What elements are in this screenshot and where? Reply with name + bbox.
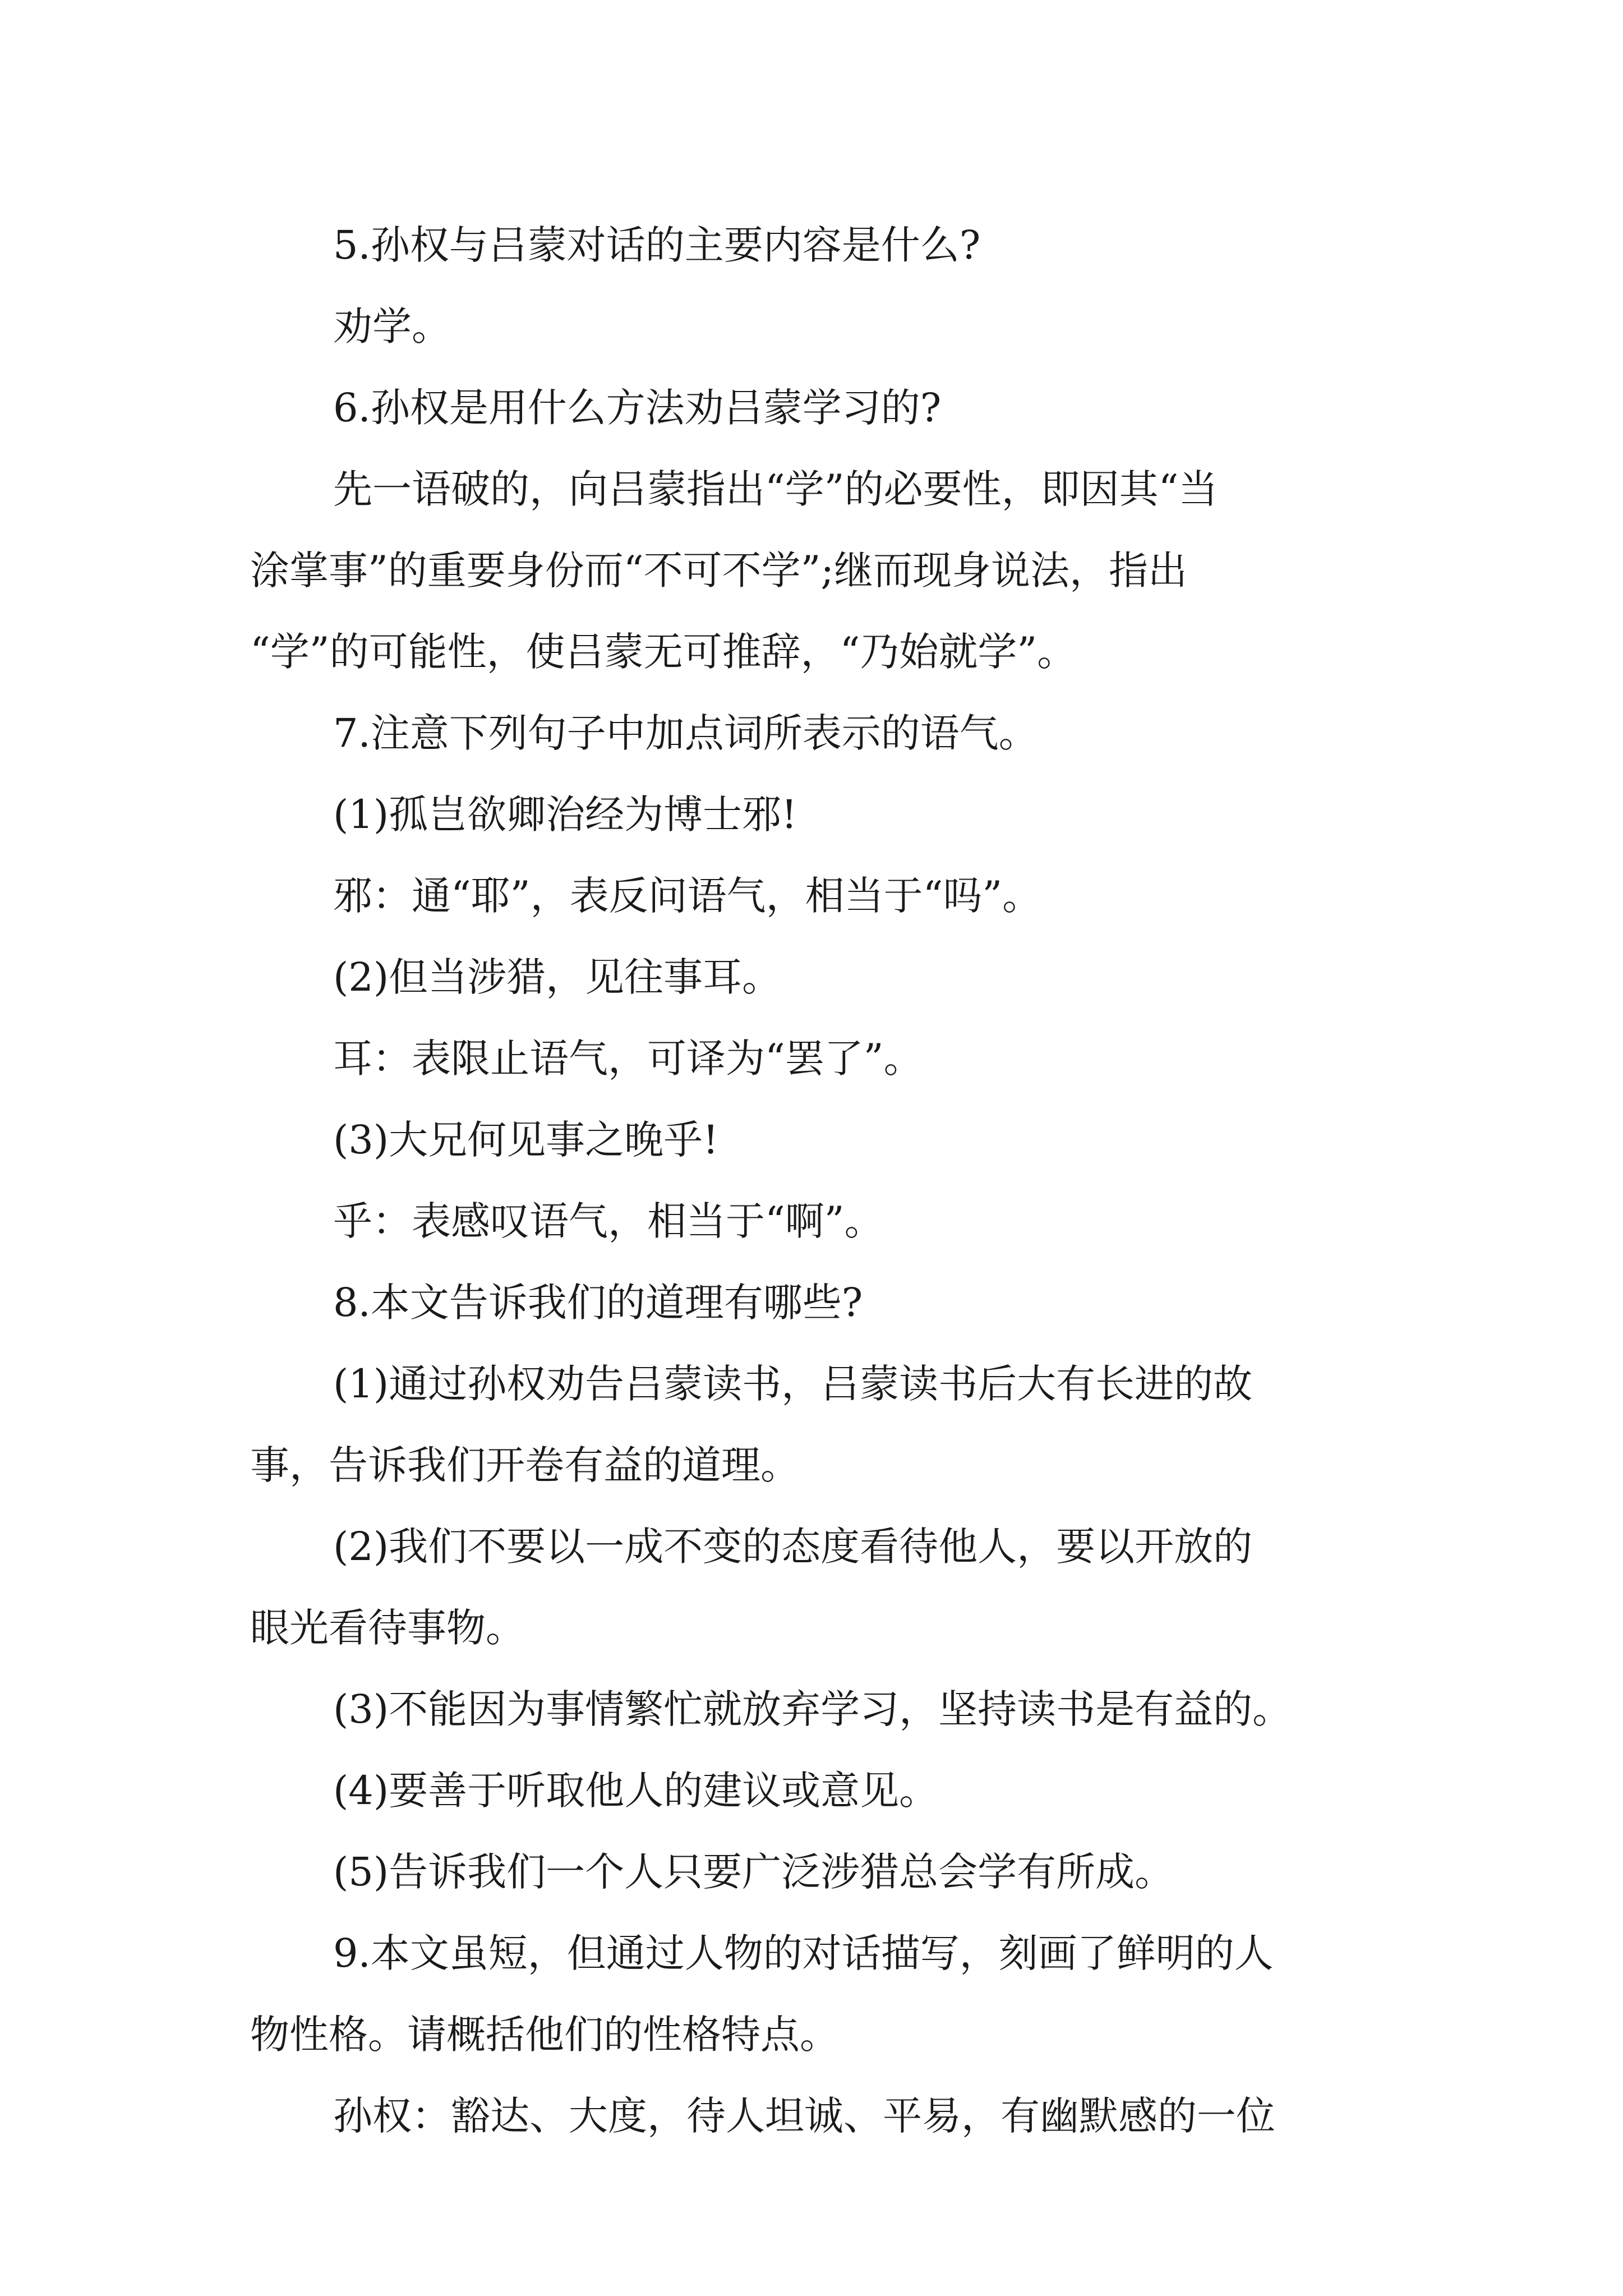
answer-8-point-5: (5)告诉我们一个人只要广泛涉猎总会学有所成。 <box>333 1849 1174 1895</box>
example-sentence-3: (3)大兄何见事之晚乎! <box>333 1117 719 1163</box>
answer-8-point-1-line-2: 事，告诉我们开卷有益的道理。 <box>250 1442 800 1488</box>
answer-6-line-2: 涂掌事”的重要身份而“不可不学”;继而现身说法，指出 <box>250 547 1187 593</box>
question-6: 6.孙权是用什么方法劝吕蒙学习的? <box>333 385 942 431</box>
page-body <box>250 205 1377 2157</box>
question-9-line-2: 物性格。请概括他们的性格特点。 <box>250 2012 839 2058</box>
example-explanation-3: 乎：表感叹语气，相当于“啊”。 <box>333 1198 884 1244</box>
answer-6-line-1: 先一语破的，向吕蒙指出“学”的必要性，即因其“当 <box>333 466 1218 512</box>
answer-8-point-2-line-2: 眼光看待事物。 <box>250 1605 525 1651</box>
answer-5: 劝学。 <box>333 303 451 349</box>
question-5: 5.孙权与吕蒙对话的主要内容是什么? <box>333 222 981 268</box>
answer-9-line-1: 孙权：豁达、大度，待人坦诚、平易，有幽默感的一位 <box>333 2093 1275 2139</box>
answer-8-point-1-line-1: (1)通过孙权劝告吕蒙读书，吕蒙读书后大有长进的故 <box>333 1361 1253 1407</box>
answer-8-point-4: (4)要善于听取他人的建议或意见。 <box>333 1768 939 1814</box>
answer-8-point-3: (3)不能因为事情繁忙就放弃学习，坚持读书是有益的。 <box>333 1686 1292 1732</box>
answer-6-line-3: “学”的可能性，使吕蒙无可推辞，“乃始就学”。 <box>250 629 1077 675</box>
example-explanation-2: 耳：表限止语气，可译为“罢了”。 <box>333 1036 923 1082</box>
question-9-line-1: 9.本文虽短，但通过人物的对话描写，刻画了鲜明的人 <box>333 1930 1274 1976</box>
example-sentence-1: (1)孤岂欲卿治经为博士邪! <box>333 792 797 838</box>
question-7: 7.注意下列句子中加点词所表示的语气。 <box>333 710 1038 756</box>
example-explanation-1: 邪：通“耶”，表反问语气，相当于“吗”。 <box>333 873 1042 919</box>
example-sentence-2: (2)但当涉猎，见往事耳。 <box>333 954 782 1000</box>
answer-8-point-2-line-1: (2)我们不要以一成不变的态度看待他人，要以开放的 <box>333 1524 1253 1570</box>
question-8: 8.本文告诉我们的道理有哪些? <box>333 1280 863 1326</box>
